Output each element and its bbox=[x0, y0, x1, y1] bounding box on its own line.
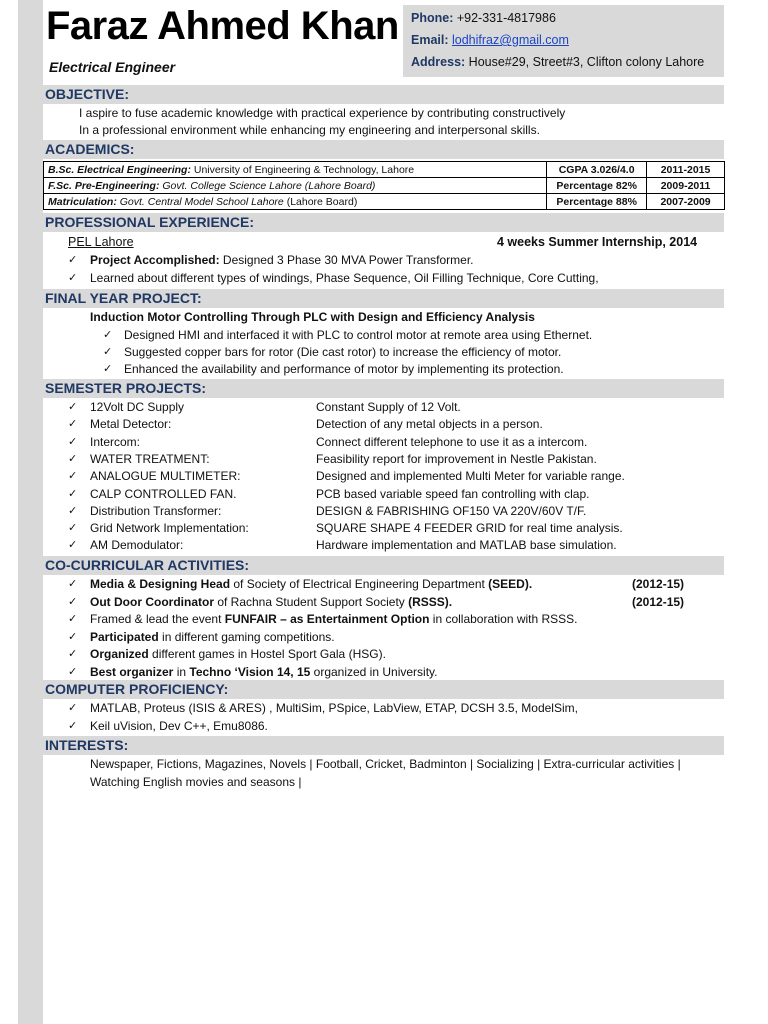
semester-project-name: ANALOGUE MULTIMETER: bbox=[90, 469, 241, 484]
semester-project-name: Grid Network Implementation: bbox=[90, 521, 249, 536]
activity-years: (2012-15) bbox=[632, 577, 685, 591]
check-icon: ✓ bbox=[68, 522, 78, 535]
list-item: Enhanced the availability and performance of motor by implementing its protection. bbox=[124, 362, 564, 376]
check-icon: ✓ bbox=[68, 578, 78, 590]
objective-section-bar bbox=[43, 85, 724, 104]
address-value: House#29, Street#3, Clifton colony Lahore bbox=[468, 55, 705, 69]
check-icon: ✓ bbox=[103, 363, 113, 375]
section-title: PROFESSIONAL EXPERIENCE: bbox=[45, 214, 255, 230]
check-icon: ✓ bbox=[68, 665, 78, 678]
check-icon: ✓ bbox=[68, 613, 78, 625]
left-margin-bar bbox=[18, 0, 43, 1024]
semester-project-desc: Feasibility report for improvement in Nestle Pakistan. bbox=[316, 451, 597, 466]
section-title: OBJECTIVE: bbox=[45, 86, 130, 102]
academics-table bbox=[43, 161, 725, 210]
semester-project-desc: PCB based variable speed fan controlling with clap. bbox=[316, 486, 590, 501]
semester-project-name: Intercom: bbox=[90, 434, 141, 449]
check-icon: ✓ bbox=[68, 720, 78, 732]
section-title: COMPUTER PROFICIENCY: bbox=[45, 681, 229, 697]
objective-line: I aspire to fuse academic knowledge with practical experience by contributing constructively bbox=[79, 106, 566, 120]
check-icon: ✓ bbox=[68, 272, 78, 284]
semester-project-desc: SQUARE SHAPE 4 FEEDER GRID for real time analysis. bbox=[316, 521, 623, 536]
interests-line: Watching English movies and seasons | bbox=[90, 775, 302, 789]
check-icon: ✓ bbox=[68, 418, 78, 431]
cocurricular-section-bar bbox=[43, 556, 724, 575]
years-cell: 2009-2011 bbox=[647, 178, 725, 194]
semester-project-desc: Hardware implementation and MATLAB base simulation. bbox=[316, 538, 617, 553]
check-icon: ✓ bbox=[68, 487, 78, 500]
table-row bbox=[44, 178, 725, 194]
semester-project-desc: DESIGN & FABRISHING OF150 VA 220V/60V T/F. bbox=[316, 503, 587, 518]
check-icon: ✓ bbox=[103, 329, 113, 341]
table-row bbox=[44, 162, 725, 178]
phone-line bbox=[411, 11, 556, 25]
years-cell: 2011-2015 bbox=[647, 162, 725, 178]
check-icon: ✓ bbox=[68, 452, 78, 465]
contact-box bbox=[403, 5, 724, 77]
list-item: Out Door Coordinator of Rachna Student Support Society (RSSS). bbox=[90, 594, 453, 609]
check-icon: ✓ bbox=[68, 539, 78, 552]
check-icon: ✓ bbox=[68, 630, 78, 643]
academics-section-bar bbox=[43, 140, 724, 159]
degree-cell: Matriculation: Govt. Central Model School Lahore (Lahore Board) bbox=[44, 194, 547, 210]
list-item: Suggested copper bars for rotor (Die cast rotor) to increase the efficiency of motor. bbox=[124, 345, 562, 359]
interests-line: Newspaper, Fictions, Magazines, Novels | Football, Cricket, Badminton | Socializing | Extra-curricular activities | bbox=[90, 757, 681, 771]
score-cell: CGPA 3.026/4.0 bbox=[547, 162, 647, 178]
email-label: Email: bbox=[411, 33, 449, 47]
list-item: Keil uVision, Dev C++, Emu8086. bbox=[90, 719, 268, 733]
list-item: MATLAB, Proteus (ISIS & ARES) , MultiSim, PSpice, LabView, ETAP, DCSH 3.5, ModelSim, bbox=[90, 701, 578, 715]
table-row bbox=[44, 194, 725, 210]
section-title: INTERESTS: bbox=[45, 737, 129, 753]
experience-section-bar bbox=[43, 213, 724, 232]
list-item: Participated in different gaming competitions. bbox=[90, 629, 335, 644]
score-cell: Percentage 82% bbox=[547, 178, 647, 194]
semester-section-bar bbox=[43, 379, 724, 398]
fyp-project-title: Induction Motor Controlling Through PLC with Design and Efficiency Analysis bbox=[90, 310, 535, 324]
years-cell: 2007-2009 bbox=[647, 194, 725, 210]
internship-duration: 4 weeks Summer Internship, 2014 bbox=[497, 235, 698, 249]
list-item: Organized different games in Hostel Sport Gala (HSG). bbox=[90, 647, 386, 661]
semester-project-name: Distribution Transformer: bbox=[90, 503, 222, 518]
address-line bbox=[411, 55, 704, 69]
list-item: Framed & lead the event FUNFAIR – as Entertainment Option in collaboration with RSSS. bbox=[90, 612, 578, 626]
list-item: Best organizer in Techno ‘Vision 14, 15 organized in University. bbox=[90, 664, 438, 679]
list-item: Learned about different types of windings, Phase Sequence, Oil Filling Technique, Core Cutting, bbox=[90, 271, 599, 285]
resume-name: Faraz Ahmed Khan bbox=[46, 4, 399, 48]
list-item: Project Accomplished: Designed 3 Phase 30 MVA Power Transformer. bbox=[90, 253, 474, 267]
check-icon: ✓ bbox=[68, 401, 78, 413]
section-title: CO-CURRICULAR ACTIVITIES: bbox=[45, 557, 250, 573]
objective-line: In a professional environment while enhancing my engineering and interpersonal skills. bbox=[79, 123, 540, 137]
check-icon: ✓ bbox=[68, 435, 78, 448]
degree-cell: B.Sc. Electrical Engineering: University of Engineering & Technology, Lahore bbox=[44, 162, 547, 178]
semester-project-desc: Designed and implemented Multi Meter for variable range. bbox=[316, 469, 625, 484]
check-icon: ✓ bbox=[68, 470, 78, 483]
computer-section-bar bbox=[43, 680, 724, 699]
check-icon: ✓ bbox=[68, 648, 78, 660]
check-icon: ✓ bbox=[68, 504, 78, 517]
address-label: Address: bbox=[411, 55, 466, 69]
list-item: Media & Designing Head of Society of Electrical Engineering Department (SEED). bbox=[90, 577, 533, 591]
check-icon: ✓ bbox=[68, 702, 78, 714]
degree-cell: F.Sc. Pre-Engineering: Govt. College Science Lahore (Lahore Board) bbox=[44, 178, 547, 194]
score-cell: Percentage 88% bbox=[547, 194, 647, 210]
semester-project-desc: Constant Supply of 12 Volt. bbox=[316, 400, 461, 414]
list-item: Designed HMI and interfaced it with PLC to control motor at remote area using Ethernet. bbox=[124, 328, 593, 342]
semester-project-name: 12Volt DC Supply bbox=[90, 400, 185, 414]
section-title: SEMESTER PROJECTS: bbox=[45, 380, 207, 396]
job-title: Electrical Engineer bbox=[49, 59, 176, 75]
section-title: ACADEMICS: bbox=[45, 141, 135, 157]
phone-label: Phone: bbox=[411, 11, 454, 25]
phone-value: +92-331-4817986 bbox=[456, 11, 556, 25]
semester-project-desc: Connect different telephone to use it as a intercom. bbox=[316, 434, 588, 449]
semester-project-name: AM Demodulator: bbox=[90, 538, 184, 553]
email-link[interactable]: lodhifraz@gmail.com bbox=[452, 33, 569, 47]
semester-project-desc: Detection of any metal objects in a person. bbox=[316, 417, 543, 432]
semester-project-name: CALP CONTROLLED FAN. bbox=[90, 486, 237, 501]
semester-project-name: WATER TREATMENT: bbox=[90, 451, 210, 466]
check-icon: ✓ bbox=[68, 254, 78, 266]
check-icon: ✓ bbox=[68, 595, 78, 608]
activity-years: (2012-15) bbox=[632, 594, 685, 609]
section-title: FINAL YEAR PROJECT: bbox=[45, 290, 202, 306]
company-name: PEL Lahore bbox=[68, 235, 134, 249]
email-line bbox=[411, 33, 569, 47]
check-icon: ✓ bbox=[103, 346, 113, 358]
fyp-section-bar bbox=[43, 289, 724, 308]
semester-project-name: Metal Detector: bbox=[90, 417, 172, 432]
interests-section-bar bbox=[43, 736, 724, 755]
